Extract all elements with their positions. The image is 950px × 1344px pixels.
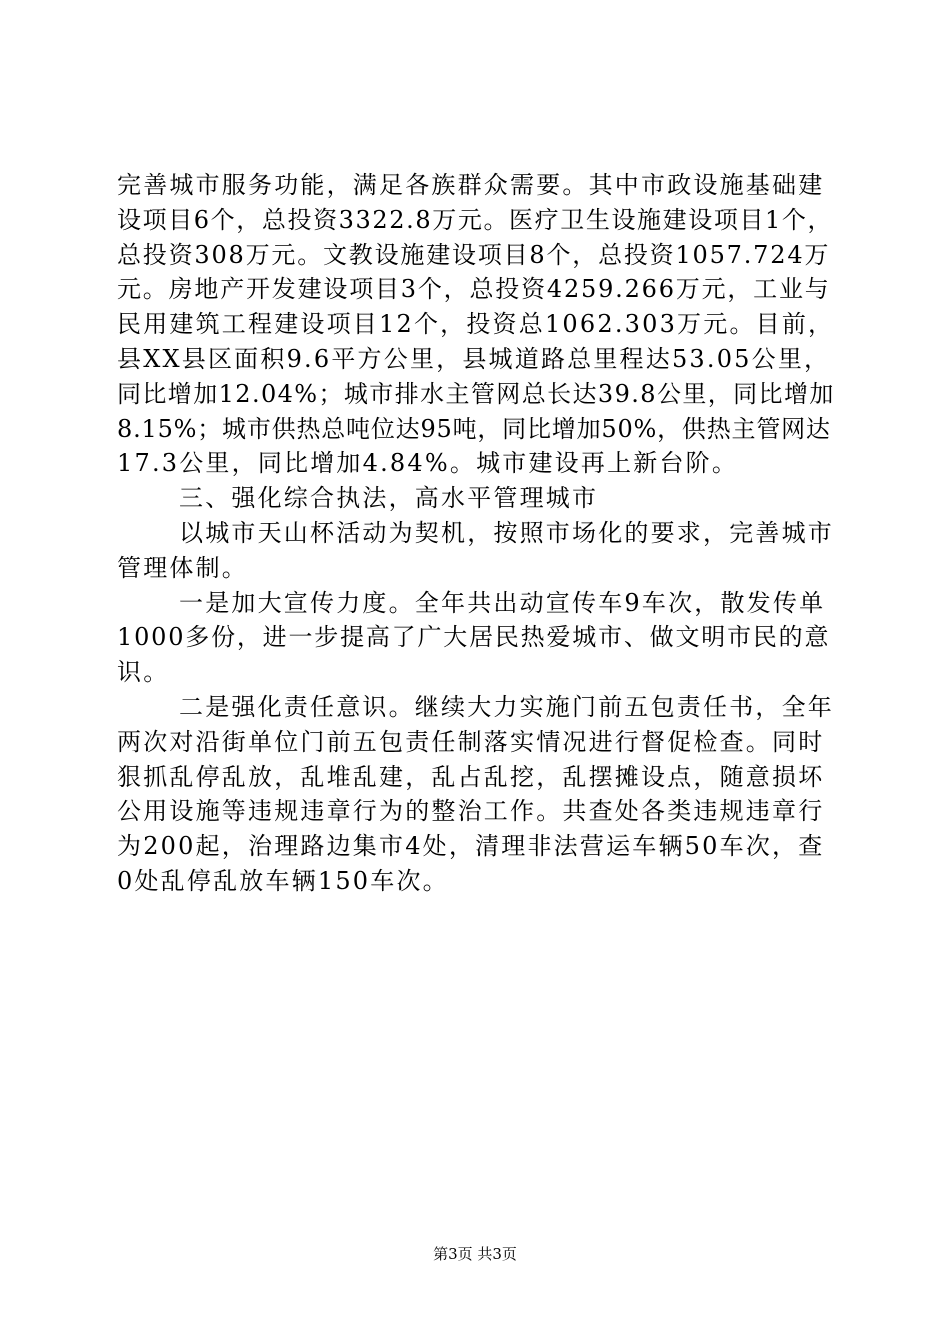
section-heading-three	[117, 481, 835, 516]
text-line: 二是强化责任意识。继续大力实施门前五包责任书，全年	[179, 692, 834, 721]
text-line: 一是加大宣传力度。全年共出动宣传车9车次，散发传单	[179, 588, 826, 617]
text-line: 17.3公里，同比增加4.84%。城市建设再上新台阶。	[117, 449, 739, 478]
text-line: 民用建筑工程建设项目12个，投资总1062.303万元。目前，	[117, 310, 835, 339]
page-footer: 第3页 共3页	[433, 1245, 517, 1263]
text-line: 同比增加12.04%；城市排水主管网总长达39.8公里，同比增加	[117, 379, 835, 408]
text-line: 管理体制。	[117, 553, 248, 582]
text-line: 公用设施等违规违章行为的整治工作。共查处各类违规违章行	[117, 797, 825, 826]
text-line: 完善城市服务功能，满足各族群众需要。其中市政设施基础建	[117, 171, 825, 199]
text-line: 狠抓乱停乱放，乱堆乱建，乱占乱挖，乱摆摊设点，随意损坏	[117, 762, 825, 791]
paragraph-publicity	[117, 586, 835, 690]
text-line: 总投资308万元。文教设施建设项目8个，总投资1057.724万	[117, 240, 831, 269]
text-line: 设项目6个，总投资3322.8万元。医疗卫生设施建设项目1个，	[117, 205, 834, 234]
text-line: 以城市天山杯活动为契机，按照市场化的要求，完善城市	[179, 518, 834, 547]
text-line: 1000多份，进一步提高了广大居民热爱城市、做文明市民的意	[117, 623, 831, 652]
text-line: 县XX县区面积9.6平方公里，县城道路总里程达53.05公里，	[117, 344, 831, 373]
document-body	[117, 168, 835, 899]
text-line: 0处乱停乱放车辆150车次。	[117, 866, 449, 895]
paragraph-management-intro	[117, 516, 835, 586]
text-line: 8.15%；城市供热总吨位达95吨，同比增加50%，供热主管网达	[117, 414, 831, 443]
text-line: 元。房地产开发建设项目3个，总投资4259.266万元，工业与	[117, 275, 831, 304]
paragraph-responsibility	[117, 690, 835, 899]
text-line: 三、强化综合执法，高水平管理城市	[179, 484, 599, 513]
text-line: 为200起，治理路边集市4处，清理非法营运车辆50车次，查	[117, 832, 825, 861]
text-line: 识。	[117, 658, 170, 687]
text-line: 两次对沿街单位门前五包责任制落实情况进行督促检查。同时	[117, 727, 825, 756]
paragraph-city-construction	[117, 168, 835, 481]
